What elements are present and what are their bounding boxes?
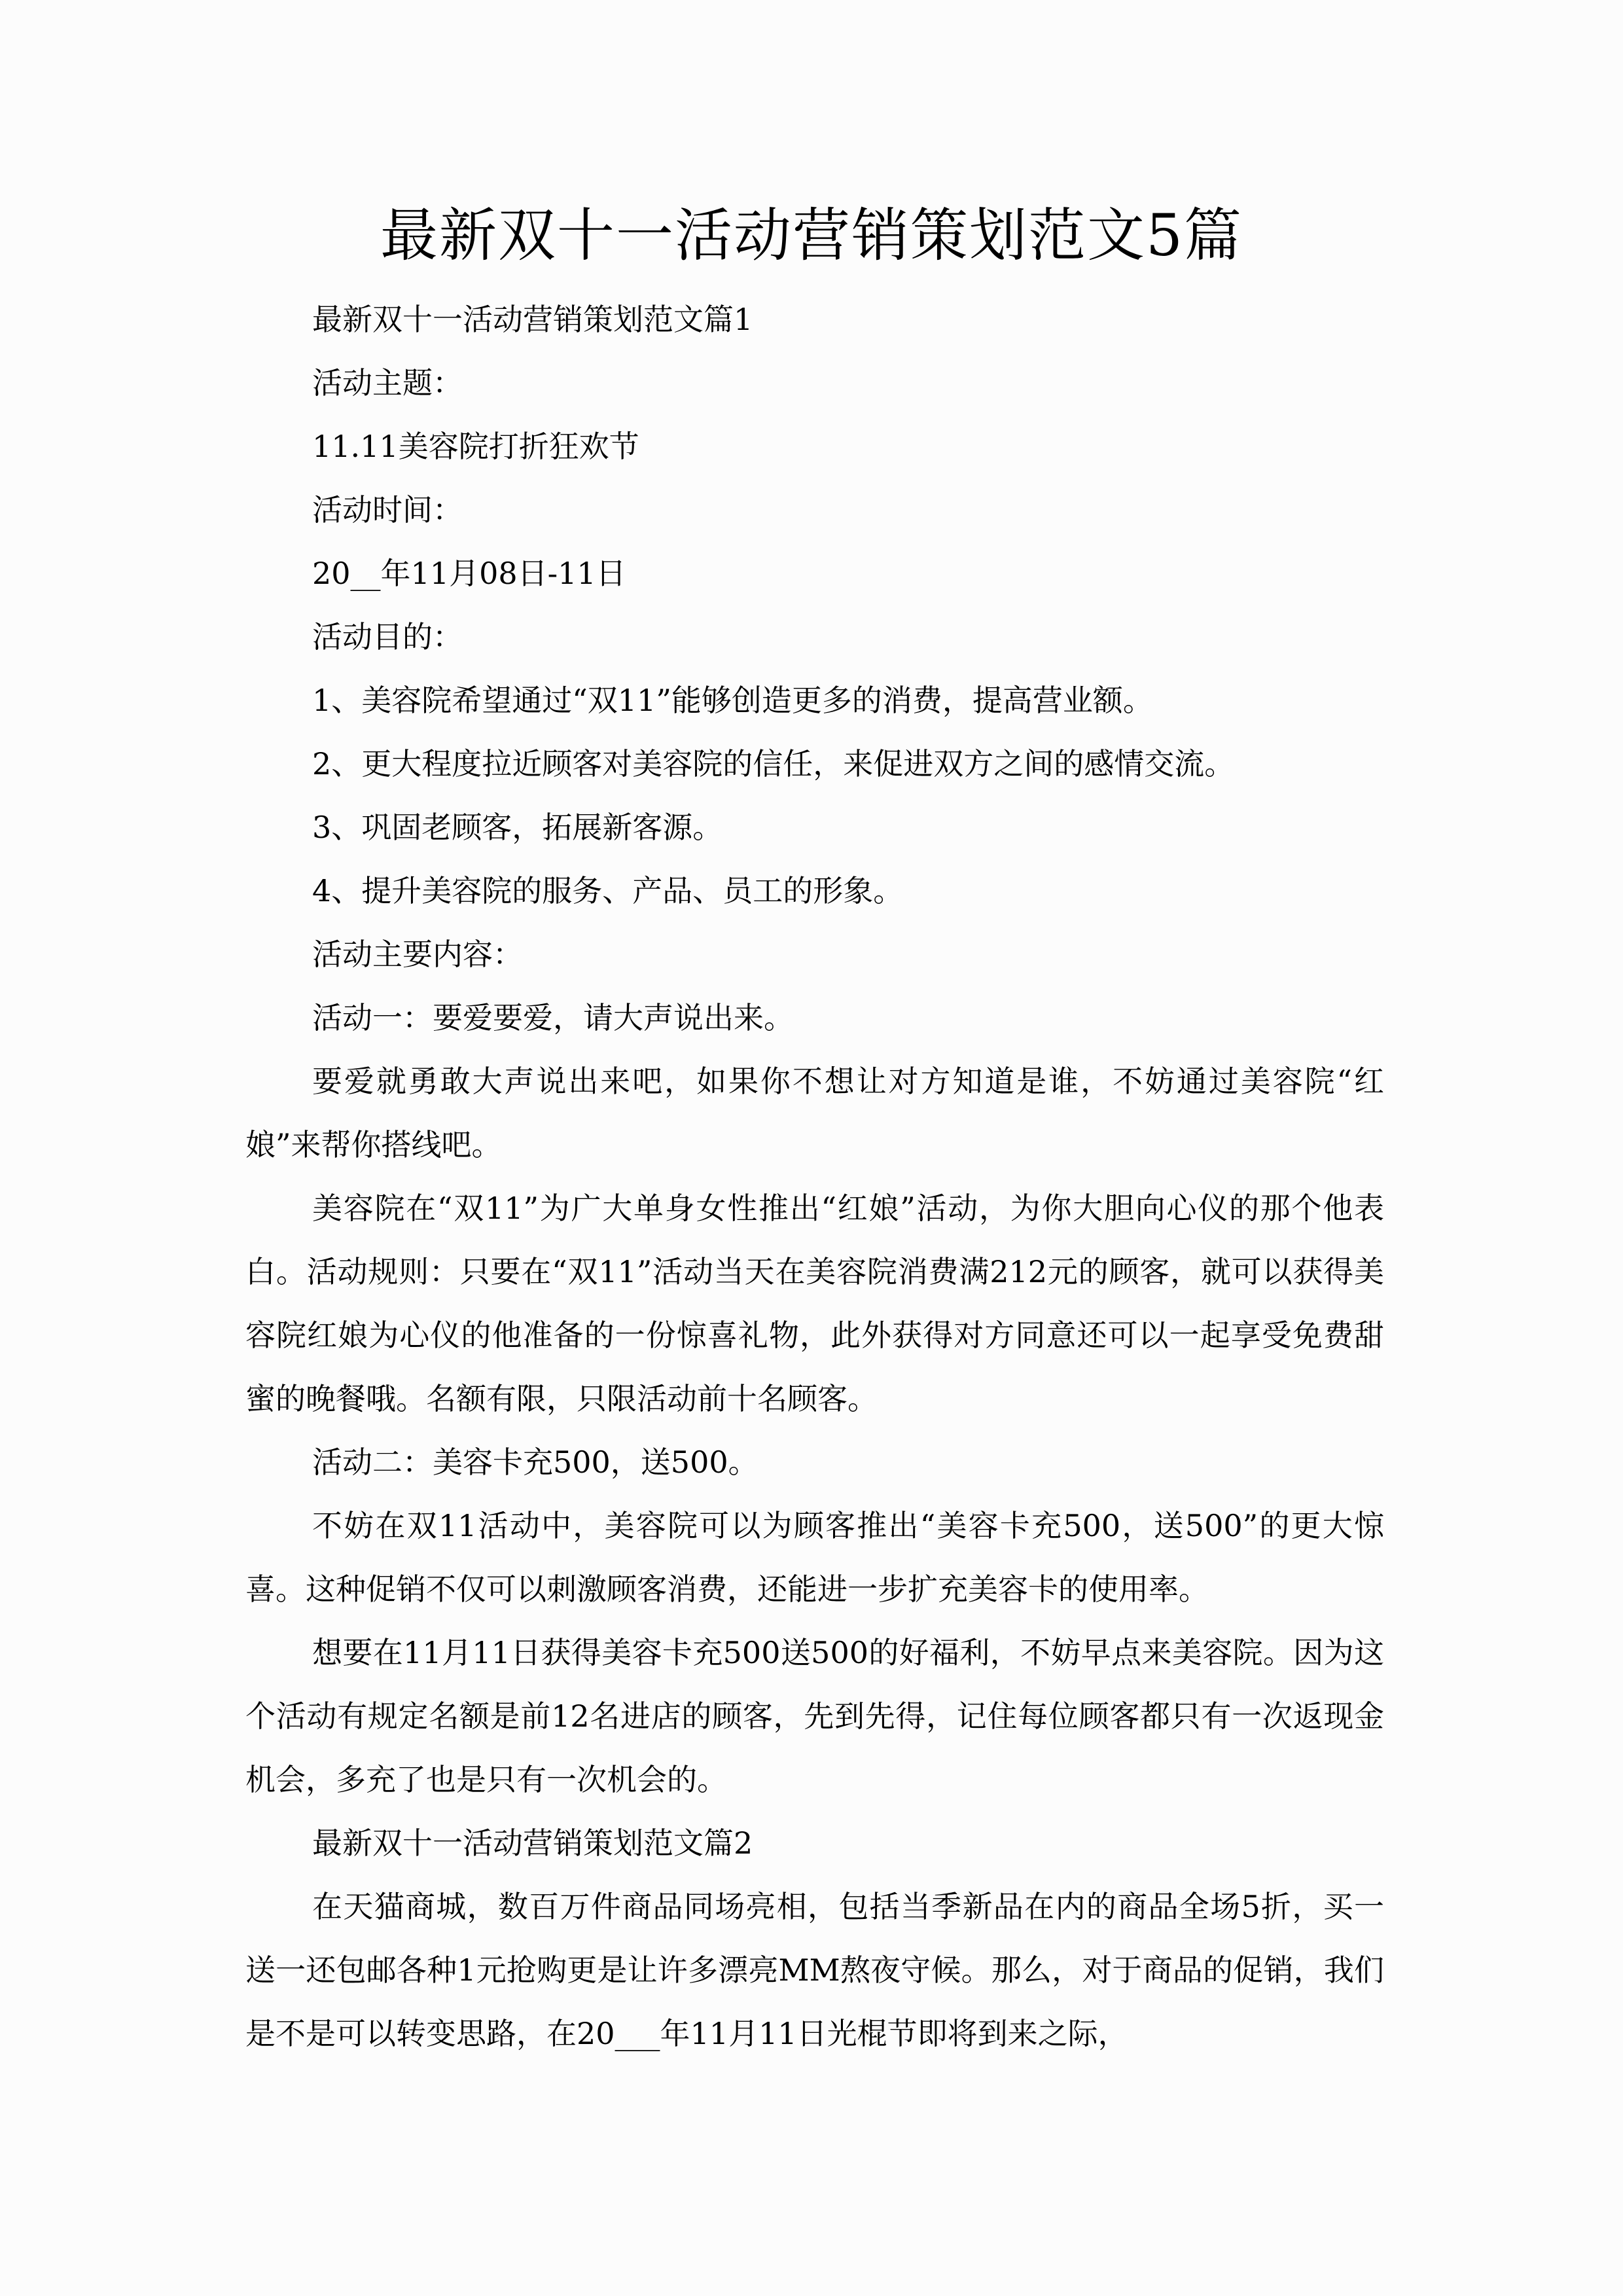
activity-two-heading: 活动二：美容卡充500，送500。 bbox=[312, 1444, 758, 1480]
paragraph: 想要在11月11日获得美容卡充500送500的好福利，不妨早点来美容院。因为这个活动有规定名额是前12名进店的顾客，先到先得，记住每位顾客都只有一次返现金机会，多充了也是只有一次机会的。 bbox=[245, 1635, 1384, 1797]
activity-one-heading: 活动一：要爱要爱，请大声说出来。 bbox=[312, 1000, 794, 1035]
paragraph: 在天猫商城，数百万件商品同场亮相，包括当季新品在内的商品全场5折，买一送一还包邮各种1元抢购更是让许多漂亮MM熬夜守候。那么，对于商品的促销，我们是不是可以转变思路，在20___年11月11日光棍节即将到来之际， bbox=[245, 1889, 1384, 2051]
document-body bbox=[245, 288, 1384, 2066]
label-activity-theme: 活动主题： bbox=[312, 365, 463, 401]
paragraph: 美容院在“双11”为广大单身女性推出“红娘”活动，为你大胆向心仪的那个他表白。活动规则：只要在“双11”活动当天在美容院消费满212元的顾客，就可以获得美容院红娘为心仪的他准备的一份惊喜礼物，此外获得对方同意还可以一起享受免费甜蜜的晚餐哦。名额有限，只限活动前十名顾客。 bbox=[245, 1191, 1384, 1416]
paragraph: 要爱就勇敢大声说出来吧，如果你不想让对方知道是谁，不妨通过美容院“红娘”来帮你搭线吧。 bbox=[245, 1064, 1384, 1162]
goal-item-3: 3、巩固老顾客，拓展新客源。 bbox=[312, 810, 723, 845]
section-heading-1: 最新双十一活动营销策划范文篇1 bbox=[312, 302, 753, 337]
label-activity-time: 活动时间： bbox=[312, 492, 463, 528]
activity-theme-value: 11.11美容院打折狂欢节 bbox=[312, 429, 639, 464]
goal-item-4: 4、提升美容院的服务、产品、员工的形象。 bbox=[312, 873, 904, 908]
document-title: 最新双十一活动营销策划范文5篇 bbox=[380, 202, 1243, 269]
goal-item-1: 1、美容院希望通过“双11”能够创造更多的消费，提高营业额。 bbox=[312, 683, 1153, 718]
activity-time-value: 20__年11月08日-11日 bbox=[312, 556, 626, 591]
goal-item-2: 2、更大程度拉近顾客对美容院的信任，来促进双方之间的感情交流。 bbox=[312, 746, 1235, 781]
label-activity-goal: 活动目的： bbox=[312, 619, 463, 655]
label-main-content: 活动主要内容： bbox=[312, 937, 523, 972]
paragraph: 不妨在双11活动中，美容院可以为顾客推出“美容卡充500，送500”的更大惊喜。这种促销不仅可以刺激顾客消费，还能进一步扩充美容卡的使用率。 bbox=[245, 1508, 1384, 1607]
section-heading-2: 最新双十一活动营销策划范文篇2 bbox=[312, 1825, 753, 1861]
